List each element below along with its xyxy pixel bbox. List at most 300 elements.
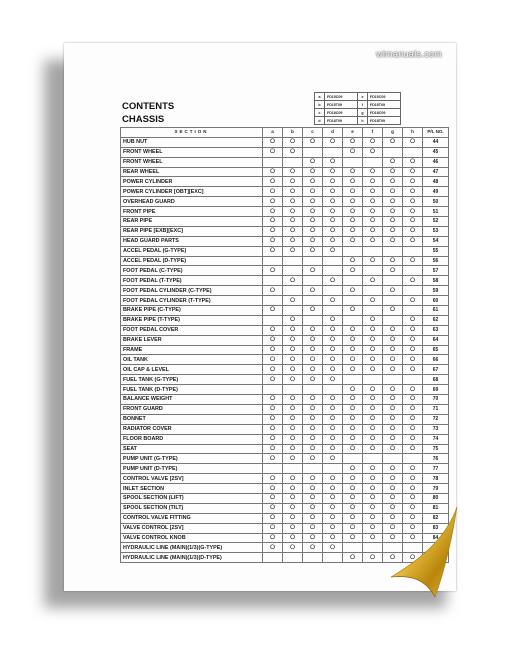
applicability-cell-d [323,306,343,316]
table-row [121,345,449,355]
applicability-cell-d [323,266,343,276]
page-number: 71 [423,404,449,414]
section-name: FRONT GUARD [121,404,263,414]
applicability-cell-a [263,533,283,543]
section-name: HUB NUT [121,137,263,147]
table-row [121,137,449,147]
table-row [121,404,449,414]
table-row [121,266,449,276]
applicability-cell-e [343,167,363,177]
applicability-cell-e [343,533,363,543]
applicability-cell-d [323,286,343,296]
applicability-cell-c [303,296,323,306]
applicability-cell-g [383,236,403,246]
applicability-cell-f [363,375,383,385]
column-header-c: c [303,128,323,138]
model-key: e [358,93,368,101]
applicability-cell-b [283,484,303,494]
applicable-mark-icon: O [309,524,316,532]
applicability-cell-h [403,315,423,325]
section-name: FOOT PEDAL (T-TYPE) [121,276,263,286]
applicability-cell-b [283,434,303,444]
table-row [121,375,449,385]
applicable-mark-icon: O [349,286,356,294]
applicability-cell-a [263,236,283,246]
applicability-cell-h [403,266,423,276]
applicability-cell-d [323,187,343,197]
applicable-mark-icon: O [369,276,376,284]
applicable-mark-icon: O [409,504,416,512]
page-number: 48 [423,177,449,187]
applicable-mark-icon: O [269,405,276,413]
applicable-mark-icon: O [349,355,356,363]
applicability-cell-b [283,395,303,405]
applicability-cell-c [303,217,323,227]
applicability-cell-a [263,365,283,375]
applicable-mark-icon: O [269,533,276,541]
table-row [121,385,449,395]
applicability-cell-b [283,325,303,335]
applicability-cell-a [263,464,283,474]
table-row [121,355,449,365]
applicability-cell-a [263,266,283,276]
applicability-cell-e [343,395,363,405]
applicability-cell-a [263,306,283,316]
applicable-mark-icon: O [389,514,396,522]
applicability-cell-d [323,276,343,286]
applicable-mark-icon: O [389,484,396,492]
applicable-mark-icon: O [269,454,276,462]
applicable-mark-icon: O [369,365,376,373]
applicable-mark-icon: O [369,474,376,482]
applicability-cell-a [263,474,283,484]
page-number: 54 [423,236,449,246]
section-name: OVERHEAD GUARD [121,197,263,207]
applicability-cell-d [323,137,343,147]
applicability-cell-d [323,147,343,157]
page-number: 77 [423,464,449,474]
applicability-cell-e [343,306,363,316]
page-number: 50 [423,197,449,207]
applicable-mark-icon: O [289,425,296,433]
applicability-cell-a [263,246,283,256]
applicable-mark-icon: O [409,177,416,185]
section-name: ACCEL PEDAL (G-TYPE) [121,246,263,256]
applicable-mark-icon: O [269,187,276,195]
applicable-mark-icon: O [289,524,296,532]
applicability-cell-d [323,345,343,355]
applicability-cell-c [303,484,323,494]
applicability-cell-d [323,474,343,484]
applicable-mark-icon: O [349,553,356,561]
applicability-cell-d [323,553,343,563]
applicable-mark-icon: O [349,168,356,175]
applicability-cell-b [283,315,303,325]
applicability-cell-h [403,395,423,405]
page-number: 47 [423,167,449,177]
column-header-h: h [403,128,423,138]
applicability-cell-f [363,296,383,306]
applicable-mark-icon: O [389,553,396,561]
applicable-mark-icon: O [369,405,376,413]
applicable-mark-icon: O [329,336,336,344]
applicability-cell-a [263,217,283,227]
applicable-mark-icon: O [289,217,296,225]
applicable-mark-icon: O [289,375,296,383]
applicability-cell-c [303,167,323,177]
applicable-mark-icon: O [409,197,416,205]
applicable-mark-icon: O [269,543,276,551]
applicable-mark-icon: O [289,355,296,363]
applicable-mark-icon: O [409,435,416,443]
page-number: 55 [423,246,449,256]
applicability-cell-g [383,286,403,296]
applicable-mark-icon: O [269,444,276,452]
applicability-cell-f [363,345,383,355]
applicable-mark-icon: O [309,504,316,512]
applicability-cell-b [283,137,303,147]
applicability-cell-d [323,246,343,256]
table-row [121,276,449,286]
applicability-cell-e [343,355,363,365]
table-row [121,454,449,464]
table-row [121,444,449,454]
applicability-cell-b [283,444,303,454]
applicability-cell-b [283,454,303,464]
applicability-cell-h [403,404,423,414]
applicable-mark-icon: O [349,524,356,532]
applicability-cell-e [343,474,363,484]
column-header-e: e [343,128,363,138]
applicability-cell-f [363,256,383,266]
applicable-mark-icon: O [269,168,276,175]
applicable-mark-icon: O [369,177,376,185]
applicability-cell-e [343,345,363,355]
applicable-mark-icon: O [369,553,376,561]
applicable-mark-icon: O [349,237,356,245]
applicability-cell-g [383,197,403,207]
applicability-cell-f [363,207,383,217]
applicability-cell-b [283,157,303,167]
applicable-mark-icon: O [389,227,396,235]
applicable-mark-icon: O [329,425,336,433]
applicable-mark-icon: O [309,187,316,195]
applicable-mark-icon: O [329,247,336,255]
applicability-cell-c [303,137,323,147]
applicability-cell-a [263,553,283,563]
applicability-cell-b [283,345,303,355]
applicable-mark-icon: O [389,207,396,215]
applicability-cell-d [323,533,343,543]
applicable-mark-icon: O [309,514,316,522]
applicable-mark-icon: O [389,257,396,265]
applicability-cell-d [323,217,343,227]
applicability-cell-d [323,365,343,375]
applicability-cell-f [363,434,383,444]
applicability-cell-g [383,266,403,276]
applicability-cell-f [363,464,383,474]
applicability-cell-f [363,335,383,345]
applicability-cell-c [303,553,323,563]
applicability-cell-f [363,474,383,484]
applicable-mark-icon: O [369,435,376,443]
applicable-mark-icon: O [369,336,376,344]
applicable-mark-icon: O [309,533,316,541]
applicability-cell-f [363,553,383,563]
applicability-cell-c [303,276,323,286]
applicability-cell-h [403,296,423,306]
section-name: FOOT PEDAL (C-TYPE) [121,266,263,276]
applicability-cell-f [363,266,383,276]
applicability-cell-g [383,385,403,395]
applicability-cell-b [283,147,303,157]
applicable-mark-icon: O [389,524,396,532]
applicable-mark-icon: O [269,227,276,235]
applicability-cell-h [403,444,423,454]
applicable-mark-icon: O [349,138,356,146]
applicable-mark-icon: O [329,316,336,324]
applicability-cell-e [343,147,363,157]
applicable-mark-icon: O [289,187,296,195]
applicability-cell-b [283,553,303,563]
section-name: FUEL TANK (D-TYPE) [121,385,263,395]
applicable-mark-icon: O [289,148,296,156]
applicable-mark-icon: O [349,207,356,215]
page-number: 51 [423,207,449,217]
applicable-mark-icon: O [289,276,296,284]
applicable-mark-icon: O [409,237,416,245]
page-number: 70 [423,395,449,405]
model-key: c [315,109,325,117]
applicable-mark-icon: O [329,296,336,304]
applicability-cell-e [343,375,363,385]
applicable-mark-icon: O [289,474,296,482]
applicable-mark-icon: O [289,514,296,522]
applicability-cell-g [383,167,403,177]
applicable-mark-icon: O [409,187,416,195]
applicability-cell-f [363,355,383,365]
applicability-cell-d [323,543,343,553]
applicability-cell-e [343,266,363,276]
page-number: 56 [423,256,449,266]
applicable-mark-icon: O [289,395,296,403]
page-curl-icon [385,505,465,605]
applicability-cell-e [343,236,363,246]
applicable-mark-icon: O [289,435,296,443]
applicable-mark-icon: O [389,138,396,146]
applicable-mark-icon: O [389,464,396,472]
applicability-cell-a [263,197,283,207]
applicable-mark-icon: O [389,435,396,443]
applicable-mark-icon: O [369,296,376,304]
applicable-mark-icon: O [289,227,296,235]
applicable-mark-icon: O [289,454,296,462]
applicability-cell-b [283,523,303,533]
applicability-cell-b [283,177,303,187]
applicable-mark-icon: O [349,444,356,452]
applicability-cell-e [343,335,363,345]
applicable-mark-icon: O [309,158,316,166]
applicability-cell-d [323,315,343,325]
applicable-mark-icon: O [409,168,416,175]
applicability-cell-f [363,137,383,147]
page-number: 83 [423,523,449,533]
applicable-mark-icon: O [289,296,296,304]
applicability-cell-b [283,197,303,207]
applicable-mark-icon: O [309,425,316,433]
applicability-cell-g [383,493,403,503]
applicability-cell-c [303,226,323,236]
applicable-mark-icon: O [309,405,316,413]
applicable-mark-icon: O [269,247,276,255]
applicable-mark-icon: O [369,217,376,225]
applicable-mark-icon: O [269,346,276,354]
applicability-cell-g [383,375,403,385]
applicable-mark-icon: O [369,524,376,532]
applicable-mark-icon: O [309,346,316,354]
applicability-cell-g [383,345,403,355]
applicability-cell-e [343,503,363,513]
section-name: FOOT PEDAL CYLINDER (C-TYPE) [121,286,263,296]
applicable-mark-icon: O [349,346,356,354]
applicability-cell-h [403,325,423,335]
applicable-mark-icon: O [309,227,316,235]
table-row [121,296,449,306]
applicability-cell-h [403,424,423,434]
applicability-cell-g [383,147,403,157]
applicability-cell-d [323,523,343,533]
applicability-cell-b [283,167,303,177]
table-row [121,424,449,434]
table-row [121,286,449,296]
section-name: BALANCE WEIGHT [121,395,263,405]
applicable-mark-icon: O [329,158,336,166]
applicability-cell-b [283,385,303,395]
page-number: 80 [423,493,449,503]
page-number: 65 [423,345,449,355]
applicability-cell-b [283,296,303,306]
applicability-cell-d [323,404,343,414]
model-key: h [358,117,368,125]
applicable-mark-icon: O [349,474,356,482]
model-key: g [358,109,368,117]
page-number: 53 [423,226,449,236]
page-number: 59 [423,286,449,296]
applicable-mark-icon: O [309,197,316,205]
applicability-cell-b [283,543,303,553]
applicability-cell-a [263,414,283,424]
applicable-mark-icon: O [369,355,376,363]
applicability-cell-g [383,355,403,365]
table-row [121,217,449,227]
page-number: 68 [423,375,449,385]
applicable-mark-icon: O [309,247,316,255]
applicability-cell-b [283,207,303,217]
page-number: 73 [423,424,449,434]
applicability-cell-g [383,157,403,167]
applicability-cell-d [323,385,343,395]
page-number: 52 [423,217,449,227]
applicable-mark-icon: O [329,197,336,205]
applicable-mark-icon: O [329,444,336,452]
applicable-mark-icon: O [389,494,396,502]
applicability-cell-e [343,217,363,227]
applicable-mark-icon: O [289,247,296,255]
applicable-mark-icon: O [269,336,276,344]
applicable-mark-icon: O [309,395,316,403]
applicable-mark-icon: O [349,484,356,492]
applicable-mark-icon: O [329,227,336,235]
applicability-cell-b [283,246,303,256]
section-name: POWER CYLINDER [OBT][EXC] [121,187,263,197]
applicable-mark-icon: O [309,435,316,443]
applicability-cell-a [263,256,283,266]
applicable-mark-icon: O [309,306,316,314]
applicability-cell-g [383,404,403,414]
applicable-mark-icon: O [409,326,416,334]
applicability-cell-b [283,375,303,385]
applicable-mark-icon: O [269,237,276,245]
applicability-cell-d [323,226,343,236]
applicability-cell-e [343,365,363,375]
model-code: FD18T09 [368,117,401,125]
page-number: 44 [423,137,449,147]
applicability-cell-c [303,315,323,325]
model-code: FD18T09 [325,117,358,125]
applicability-cell-h [403,236,423,246]
applicable-mark-icon: O [409,514,416,522]
applicability-cell-c [303,404,323,414]
applicability-cell-g [383,296,403,306]
applicable-mark-icon: O [329,415,336,423]
applicability-cell-c [303,355,323,365]
applicability-cell-h [403,246,423,256]
section-name: FOOT PEDAL CYLINDER (T-TYPE) [121,296,263,306]
applicable-mark-icon: O [349,217,356,225]
applicability-cell-h [403,207,423,217]
applicable-mark-icon: O [409,425,416,433]
applicability-cell-c [303,385,323,395]
section-name: SPOOL SECTION (LIFT) [121,493,263,503]
applicable-mark-icon: O [409,227,416,235]
applicability-cell-f [363,543,383,553]
applicability-cell-h [403,157,423,167]
applicability-cell-d [323,256,343,266]
section-name: INLET SECTION [121,484,263,494]
applicability-cell-h [403,414,423,424]
applicability-cell-b [283,464,303,474]
applicability-cell-b [283,256,303,266]
section-name: POWER CYLINDER [121,177,263,187]
applicable-mark-icon: O [369,138,376,146]
applicable-mark-icon: O [269,375,276,383]
applicability-cell-c [303,266,323,276]
applicability-cell-a [263,484,283,494]
page-number: 74 [423,434,449,444]
column-header-f: f [363,128,383,138]
model-code: FD15T09 [325,101,358,109]
section-name: HYDRAULIC LINE (MAIN)(1/3)(G-TYPE) [121,543,263,553]
model-legend-row [315,117,401,125]
applicability-cell-h [403,286,423,296]
page-number: 66 [423,355,449,365]
applicable-mark-icon: O [289,207,296,215]
applicability-cell-h [403,217,423,227]
applicability-cell-e [343,286,363,296]
applicable-mark-icon: O [269,435,276,443]
model-legend-row [315,101,401,109]
applicable-mark-icon: O [269,524,276,532]
